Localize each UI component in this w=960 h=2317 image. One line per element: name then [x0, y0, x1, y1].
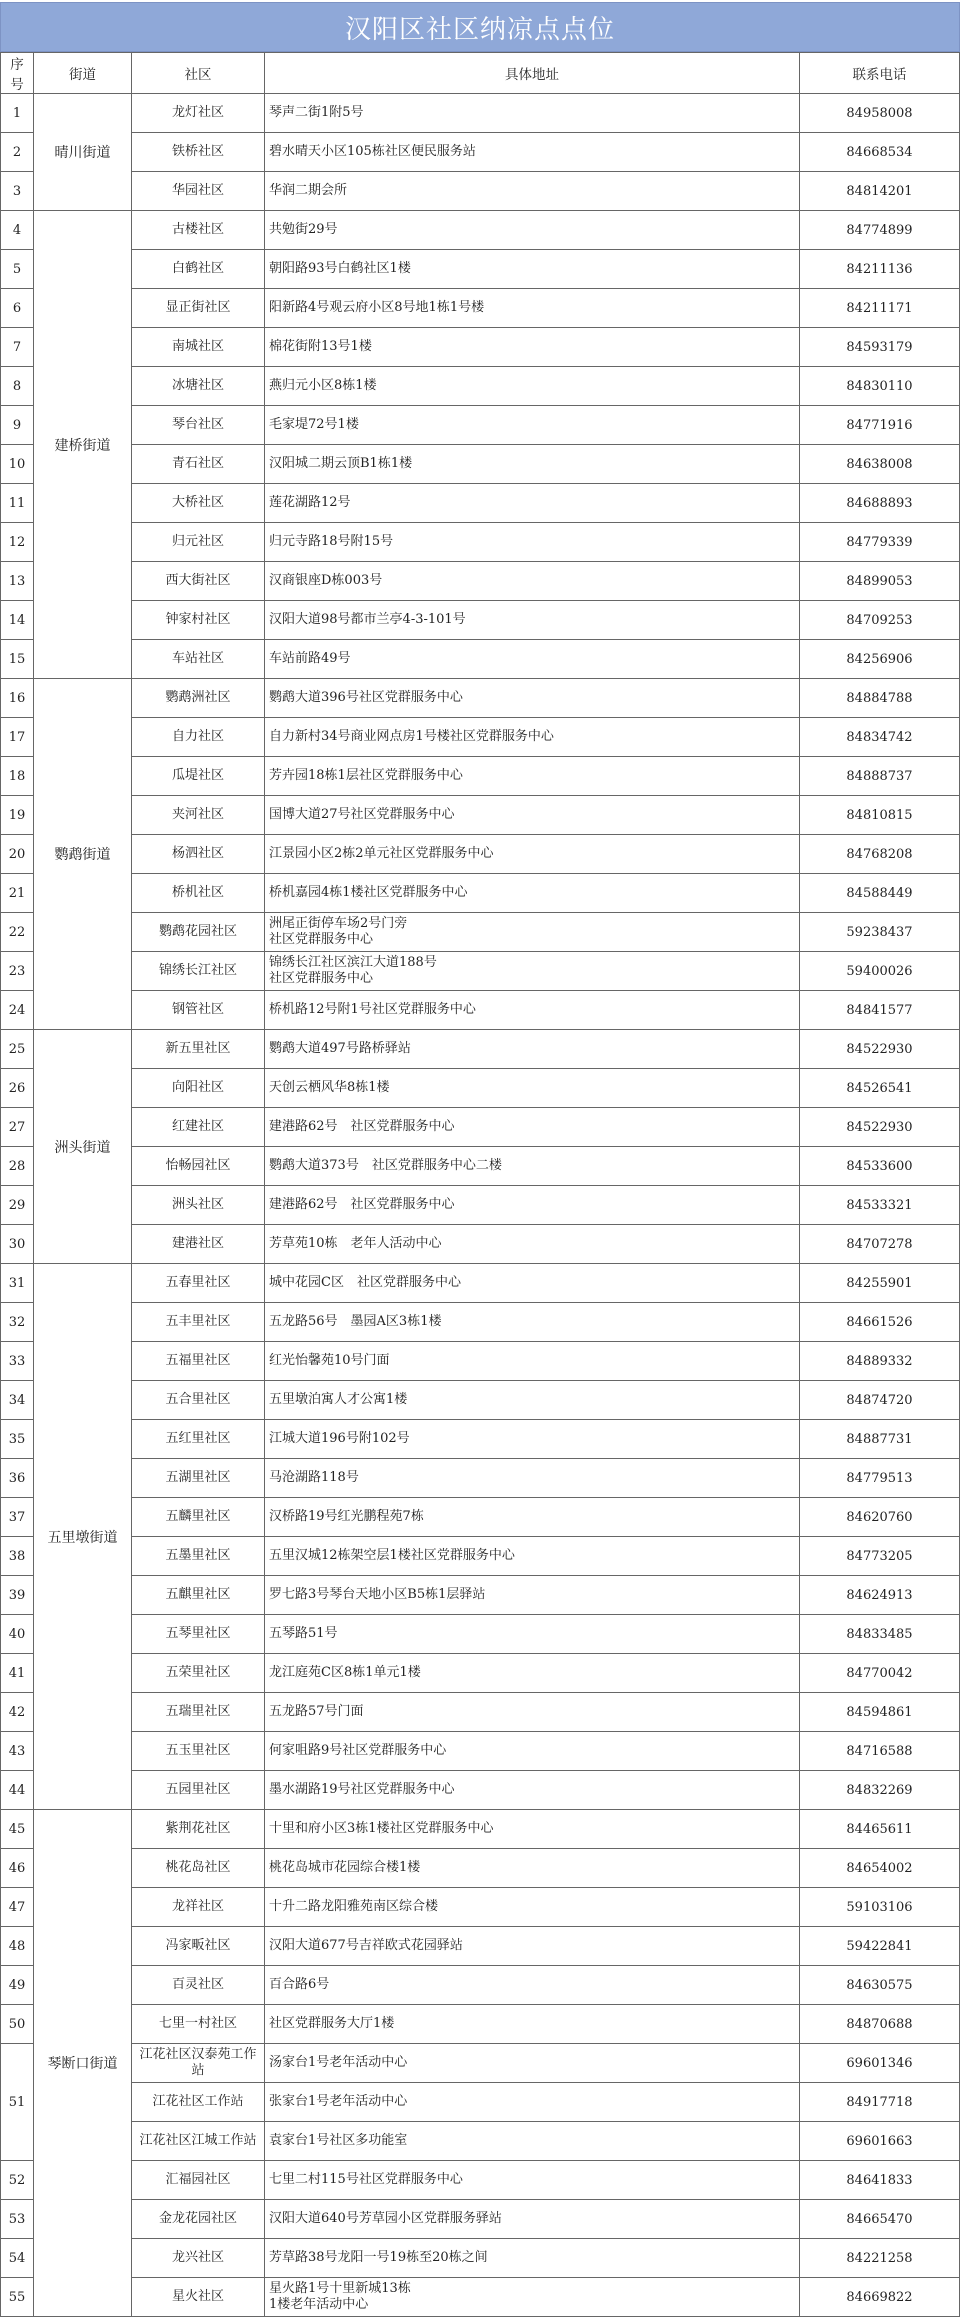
- phone-number: 84899053: [800, 562, 960, 601]
- community-name: 归元社区: [132, 523, 265, 562]
- community-name: 南城社区: [132, 328, 265, 367]
- phone-number: 84888737: [800, 757, 960, 796]
- address: 碧水晴天小区105栋社区便民服务站: [265, 133, 800, 172]
- row-number: 18: [1, 757, 34, 796]
- row-number: 47: [1, 1888, 34, 1927]
- address: 罗七路3号琴台天地小区B5栋1层驿站: [265, 1576, 800, 1615]
- community-name: 向阳社区: [132, 1069, 265, 1108]
- community-name: 杨泗社区: [132, 835, 265, 874]
- phone-number: 84773205: [800, 1537, 960, 1576]
- row-number: 9: [1, 406, 34, 445]
- phone-number: 84620760: [800, 1498, 960, 1537]
- table-row: [1, 2122, 960, 2161]
- community-name: 白鹤社区: [132, 250, 265, 289]
- table-row: [1, 991, 960, 1030]
- table-row: [1, 1537, 960, 1576]
- address: 鹦鹉大道497号路桥驿站: [265, 1030, 800, 1069]
- community-name: 显正街社区: [132, 289, 265, 328]
- community-name: 五园里社区: [132, 1771, 265, 1810]
- table-row: [1, 2161, 960, 2200]
- community-name: 五荣里社区: [132, 1654, 265, 1693]
- community-name: 大桥社区: [132, 484, 265, 523]
- row-number: 45: [1, 1810, 34, 1849]
- row-number: 14: [1, 601, 34, 640]
- address: 江城大道196号附102号: [265, 1420, 800, 1459]
- row-number: 25: [1, 1030, 34, 1069]
- community-name: 江花社区汉泰苑工作站: [132, 2044, 265, 2083]
- phone-number: 84833485: [800, 1615, 960, 1654]
- address: 何家咀路9号社区党群服务中心: [265, 1732, 800, 1771]
- row-number: 28: [1, 1147, 34, 1186]
- row-number: 39: [1, 1576, 34, 1615]
- row-number: 3: [1, 172, 34, 211]
- address: 阳新路4号观云府小区8号地1栋1号楼: [265, 289, 800, 328]
- header-community: 社区: [132, 53, 265, 94]
- address: 汉阳大道677号吉祥欧式花园驿站: [265, 1927, 800, 1966]
- community-name: 七里一村社区: [132, 2005, 265, 2044]
- address: 天创云栖风华8栋1楼: [265, 1069, 800, 1108]
- address: 汉阳城二期云顶B1栋1楼: [265, 445, 800, 484]
- row-number: 55: [1, 2278, 34, 2317]
- table-row: [1, 2083, 960, 2122]
- row-number: 4: [1, 211, 34, 250]
- address: 星火路1号十里新城13栋 1楼老年活动中心: [265, 2278, 800, 2317]
- address: 马沧湖路118号: [265, 1459, 800, 1498]
- address: 洲尾正街停车场2号门旁 社区党群服务中心: [265, 913, 800, 952]
- community-name: 铁桥社区: [132, 133, 265, 172]
- community-name: 龙灯社区: [132, 94, 265, 133]
- row-number: 53: [1, 2200, 34, 2239]
- phone-number: 84594861: [800, 1693, 960, 1732]
- table-row: [1, 484, 960, 523]
- community-name: 金龙花园社区: [132, 2200, 265, 2239]
- row-number: 11: [1, 484, 34, 523]
- community-name: 五玉里社区: [132, 1732, 265, 1771]
- community-name: 钟家村社区: [132, 601, 265, 640]
- table-row: [1, 1576, 960, 1615]
- table-row: [1, 1771, 960, 1810]
- address: 共勉街29号: [265, 211, 800, 250]
- phone-number: 84832269: [800, 1771, 960, 1810]
- address: 张家台1号老年活动中心: [265, 2083, 800, 2122]
- phone-number: 69601663: [800, 2122, 960, 2161]
- table-row: [1, 1810, 960, 1849]
- table-row: [1, 796, 960, 835]
- table-row: [1, 835, 960, 874]
- row-number: 32: [1, 1303, 34, 1342]
- phone-number: 84707278: [800, 1225, 960, 1264]
- address: 城中花园C区 社区党群服务中心: [265, 1264, 800, 1303]
- table-row: [1, 1888, 960, 1927]
- table-row: [1, 718, 960, 757]
- table-row: [1, 1030, 960, 1069]
- address: 汤家台1号老年活动中心: [265, 2044, 800, 2083]
- address: 桥机路12号附1号社区党群服务中心: [265, 991, 800, 1030]
- row-number: 29: [1, 1186, 34, 1225]
- row-number: 2: [1, 133, 34, 172]
- phone-number: 84465611: [800, 1810, 960, 1849]
- address: 汉桥路19号红光鹏程苑7栋: [265, 1498, 800, 1537]
- address: 芳草路38号龙阳一号19栋至20栋之间: [265, 2239, 800, 2278]
- table-row: [1, 1849, 960, 1888]
- address: 江景园小区2栋2单元社区党群服务中心: [265, 835, 800, 874]
- row-number: 42: [1, 1693, 34, 1732]
- phone-number: 84638008: [800, 445, 960, 484]
- row-number: 6: [1, 289, 34, 328]
- phone-number: 84779513: [800, 1459, 960, 1498]
- row-number: 38: [1, 1537, 34, 1576]
- table-row: [1, 913, 960, 952]
- phone-number: 84874720: [800, 1381, 960, 1420]
- table-row: [1, 2239, 960, 2278]
- table-row: [1, 133, 960, 172]
- community-name: 五合里社区: [132, 1381, 265, 1420]
- row-number: 36: [1, 1459, 34, 1498]
- phone-number: 84870688: [800, 2005, 960, 2044]
- community-name: 五麟里社区: [132, 1498, 265, 1537]
- table-row: [1, 562, 960, 601]
- address: 汉商银座D栋003号: [265, 562, 800, 601]
- phone-number: 84709253: [800, 601, 960, 640]
- phone-number: 84526541: [800, 1069, 960, 1108]
- address: 桃花岛城市花园综合楼1楼: [265, 1849, 800, 1888]
- community-name: 自力社区: [132, 718, 265, 757]
- phone-number: 84533600: [800, 1147, 960, 1186]
- address: 五龙路56号 墨园A区3栋1楼: [265, 1303, 800, 1342]
- address: 芳卉园18栋1层社区党群服务中心: [265, 757, 800, 796]
- row-number: 22: [1, 913, 34, 952]
- row-number: 23: [1, 952, 34, 991]
- address: 五琴路51号: [265, 1615, 800, 1654]
- community-name: 龙祥社区: [132, 1888, 265, 1927]
- community-name: 五墨里社区: [132, 1537, 265, 1576]
- address: 建港路62号 社区党群服务中心: [265, 1108, 800, 1147]
- community-name: 五红里社区: [132, 1420, 265, 1459]
- phone-number: 84256906: [800, 640, 960, 679]
- address: 十里和府小区3栋1楼社区党群服务中心: [265, 1810, 800, 1849]
- community-name: 新五里社区: [132, 1030, 265, 1069]
- address: 十升二路龙阳雅苑南区综合楼: [265, 1888, 800, 1927]
- phone-number: 84669822: [800, 2278, 960, 2317]
- community-name: 五福里社区: [132, 1342, 265, 1381]
- table-row: [1, 874, 960, 913]
- community-name: 锦绣长江社区: [132, 952, 265, 991]
- phone-number: 84593179: [800, 328, 960, 367]
- page-title: 汉阳区社区纳凉点点位: [0, 2, 960, 52]
- table-row: [1, 367, 960, 406]
- community-name: 龙兴社区: [132, 2239, 265, 2278]
- community-name: 青石社区: [132, 445, 265, 484]
- address: 五里墩泊寓人才公寓1楼: [265, 1381, 800, 1420]
- community-name: 鹦鹉花园社区: [132, 913, 265, 952]
- phone-number: 69601346: [800, 2044, 960, 2083]
- address: 锦绣长江社区滨江大道188号 社区党群服务中心: [265, 952, 800, 991]
- table-row: [1, 94, 960, 133]
- community-name: 华园社区: [132, 172, 265, 211]
- phone-number: 84770042: [800, 1654, 960, 1693]
- address: 莲花湖路12号: [265, 484, 800, 523]
- row-number: 27: [1, 1108, 34, 1147]
- table-row: [1, 1147, 960, 1186]
- address: 归元寺路18号附15号: [265, 523, 800, 562]
- phone-number: 84779339: [800, 523, 960, 562]
- table-row: [1, 211, 960, 250]
- phone-number: 84830110: [800, 367, 960, 406]
- table-row: [1, 172, 960, 211]
- table-row: [1, 2044, 960, 2083]
- address: 鹦鹉大道396号社区党群服务中心: [265, 679, 800, 718]
- address: 五里汉城12栋架空层1楼社区党群服务中心: [265, 1537, 800, 1576]
- phone-number: 84211171: [800, 289, 960, 328]
- table-row: [1, 1069, 960, 1108]
- row-number: 35: [1, 1420, 34, 1459]
- street-name: 洲头街道: [34, 1030, 132, 1264]
- table-row: [1, 1420, 960, 1459]
- address: 袁家台1号社区多功能室: [265, 2122, 800, 2161]
- phone-number: 84665470: [800, 2200, 960, 2239]
- table-row: [1, 445, 960, 484]
- table-row: [1, 289, 960, 328]
- table-row: [1, 679, 960, 718]
- street-name: 建桥街道: [34, 211, 132, 679]
- address: 建港路62号 社区党群服务中心: [265, 1186, 800, 1225]
- phone-number: 84211136: [800, 250, 960, 289]
- phone-number: 84221258: [800, 2239, 960, 2278]
- street-name: 琴断口街道: [34, 1810, 132, 2317]
- phone-number: 84814201: [800, 172, 960, 211]
- community-name: 琴台社区: [132, 406, 265, 445]
- row-number: 37: [1, 1498, 34, 1537]
- phone-number: 84810815: [800, 796, 960, 835]
- address: 鹦鹉大道373号 社区党群服务中心二楼: [265, 1147, 800, 1186]
- address: 红光怡馨苑10号门面: [265, 1342, 800, 1381]
- address: 百合路6号: [265, 1966, 800, 2005]
- row-number: 19: [1, 796, 34, 835]
- phone-number: 84661526: [800, 1303, 960, 1342]
- address: 燕归元小区8栋1楼: [265, 367, 800, 406]
- community-name: 桃花岛社区: [132, 1849, 265, 1888]
- community-name: 桥机社区: [132, 874, 265, 913]
- cooling-points-table: [0, 52, 960, 2317]
- phone-number: 84768208: [800, 835, 960, 874]
- table-row: [1, 1459, 960, 1498]
- table-row: [1, 1381, 960, 1420]
- phone-number: 84522930: [800, 1030, 960, 1069]
- address: 桥机嘉园4栋1楼社区党群服务中心: [265, 874, 800, 913]
- address: 墨水湖路19号社区党群服务中心: [265, 1771, 800, 1810]
- row-number: 54: [1, 2239, 34, 2278]
- row-number: 46: [1, 1849, 34, 1888]
- table-row: [1, 1732, 960, 1771]
- row-number: 44: [1, 1771, 34, 1810]
- community-name: 紫荆花社区: [132, 1810, 265, 1849]
- table-row: [1, 523, 960, 562]
- community-name: 古楼社区: [132, 211, 265, 250]
- phone-number: 59400026: [800, 952, 960, 991]
- phone-number: 59103106: [800, 1888, 960, 1927]
- phone-number: 84688893: [800, 484, 960, 523]
- row-number: 26: [1, 1069, 34, 1108]
- community-name: 五瑞里社区: [132, 1693, 265, 1732]
- row-number: 15: [1, 640, 34, 679]
- address: 七里二村115号社区党群服务中心: [265, 2161, 800, 2200]
- row-number: 31: [1, 1264, 34, 1303]
- address: 汉阳大道98号都市兰亭4-3-101号: [265, 601, 800, 640]
- table-row: [1, 952, 960, 991]
- address: 琴声二街1附5号: [265, 94, 800, 133]
- phone-number: 84255901: [800, 1264, 960, 1303]
- table-row: [1, 1225, 960, 1264]
- header-no: 序号: [1, 53, 34, 94]
- community-name: 汇福园社区: [132, 2161, 265, 2200]
- street-name: 晴川街道: [34, 94, 132, 211]
- row-number: 21: [1, 874, 34, 913]
- row-number: 5: [1, 250, 34, 289]
- header-phone: 联系电话: [800, 53, 960, 94]
- row-number: 12: [1, 523, 34, 562]
- table-row: [1, 1927, 960, 1966]
- community-name: 百灵社区: [132, 1966, 265, 2005]
- table-row: [1, 1108, 960, 1147]
- phone-number: 84889332: [800, 1342, 960, 1381]
- row-number: 43: [1, 1732, 34, 1771]
- community-name: 星火社区: [132, 2278, 265, 2317]
- table-row: [1, 1186, 960, 1225]
- phone-number: 84884788: [800, 679, 960, 718]
- table-row: [1, 406, 960, 445]
- row-number: 8: [1, 367, 34, 406]
- community-name: 建港社区: [132, 1225, 265, 1264]
- phone-number: 84630575: [800, 1966, 960, 2005]
- community-name: 五琴里社区: [132, 1615, 265, 1654]
- row-number: 16: [1, 679, 34, 718]
- community-name: 钢管社区: [132, 991, 265, 1030]
- phone-number: 84774899: [800, 211, 960, 250]
- phone-number: 84624913: [800, 1576, 960, 1615]
- table-body: [1, 94, 960, 2317]
- table-row: [1, 1966, 960, 2005]
- community-name: 五麒里社区: [132, 1576, 265, 1615]
- table-row: [1, 1693, 960, 1732]
- row-number: 30: [1, 1225, 34, 1264]
- community-name: 五春里社区: [132, 1264, 265, 1303]
- phone-number: 84841577: [800, 991, 960, 1030]
- table-row: [1, 757, 960, 796]
- community-name: 洲头社区: [132, 1186, 265, 1225]
- address: 龙江庭苑C区8栋1单元1楼: [265, 1654, 800, 1693]
- row-number: 17: [1, 718, 34, 757]
- phone-number: 84522930: [800, 1108, 960, 1147]
- row-number: 40: [1, 1615, 34, 1654]
- row-number: 49: [1, 1966, 34, 2005]
- address: 毛家堤72号1楼: [265, 406, 800, 445]
- row-number: 1: [1, 94, 34, 133]
- address: 华润二期会所: [265, 172, 800, 211]
- community-name: 怡畅园社区: [132, 1147, 265, 1186]
- address: 自力新村34号商业网点房1号楼社区党群服务中心: [265, 718, 800, 757]
- address: 朝阳路93号白鹤社区1楼: [265, 250, 800, 289]
- table-row: [1, 2278, 960, 2317]
- street-name: 五里墩街道: [34, 1264, 132, 1810]
- address: 社区党群服务大厅1楼: [265, 2005, 800, 2044]
- row-number: 34: [1, 1381, 34, 1420]
- row-number: 33: [1, 1342, 34, 1381]
- table-row: [1, 1615, 960, 1654]
- phone-number: 84771916: [800, 406, 960, 445]
- phone-number: 84958008: [800, 94, 960, 133]
- phone-number: 84588449: [800, 874, 960, 913]
- header-street: 街道: [34, 53, 132, 94]
- community-name: 五丰里社区: [132, 1303, 265, 1342]
- row-number: 13: [1, 562, 34, 601]
- row-number: 52: [1, 2161, 34, 2200]
- table-row: [1, 1342, 960, 1381]
- phone-number: 84668534: [800, 133, 960, 172]
- community-name: 五湖里社区: [132, 1459, 265, 1498]
- address: 五龙路57号门面: [265, 1693, 800, 1732]
- phone-number: 84716588: [800, 1732, 960, 1771]
- table-row: [1, 1264, 960, 1303]
- address: 棉花街附13号1楼: [265, 328, 800, 367]
- table-row: [1, 1654, 960, 1693]
- table-row: [1, 2005, 960, 2044]
- community-name: 夹河社区: [132, 796, 265, 835]
- table-row: [1, 250, 960, 289]
- community-name: 江花社区工作站: [132, 2083, 265, 2122]
- row-number: 7: [1, 328, 34, 367]
- community-name: 红建社区: [132, 1108, 265, 1147]
- row-number: 51: [1, 2044, 34, 2161]
- row-number: 50: [1, 2005, 34, 2044]
- address: 汉阳大道640号芳草园小区党群服务驿站: [265, 2200, 800, 2239]
- phone-number: 84887731: [800, 1420, 960, 1459]
- table-row: [1, 601, 960, 640]
- address: 国博大道27号社区党群服务中心: [265, 796, 800, 835]
- address: 芳草苑10栋 老年人活动中心: [265, 1225, 800, 1264]
- community-name: 江花社区江城工作站: [132, 2122, 265, 2161]
- community-name: 车站社区: [132, 640, 265, 679]
- community-name: 鹦鹉洲社区: [132, 679, 265, 718]
- phone-number: 84641833: [800, 2161, 960, 2200]
- community-name: 瓜堤社区: [132, 757, 265, 796]
- community-name: 冯家畈社区: [132, 1927, 265, 1966]
- community-name: 冰塘社区: [132, 367, 265, 406]
- table-row: [1, 2200, 960, 2239]
- row-number: 10: [1, 445, 34, 484]
- phone-number: 59238437: [800, 913, 960, 952]
- table-row: [1, 640, 960, 679]
- phone-number: 59422841: [800, 1927, 960, 1966]
- table-row: [1, 1498, 960, 1537]
- street-name: 鹦鹉街道: [34, 679, 132, 1030]
- community-name: 西大街社区: [132, 562, 265, 601]
- phone-number: 84834742: [800, 718, 960, 757]
- row-number: 48: [1, 1927, 34, 1966]
- row-number: 20: [1, 835, 34, 874]
- table-row: [1, 1303, 960, 1342]
- phone-number: 84533321: [800, 1186, 960, 1225]
- row-number: 24: [1, 991, 34, 1030]
- phone-number: 84917718: [800, 2083, 960, 2122]
- phone-number: 84654002: [800, 1849, 960, 1888]
- table-row: [1, 328, 960, 367]
- header-address: 具体地址: [265, 53, 800, 94]
- address: 车站前路49号: [265, 640, 800, 679]
- table-header-row: [1, 53, 960, 94]
- row-number: 41: [1, 1654, 34, 1693]
